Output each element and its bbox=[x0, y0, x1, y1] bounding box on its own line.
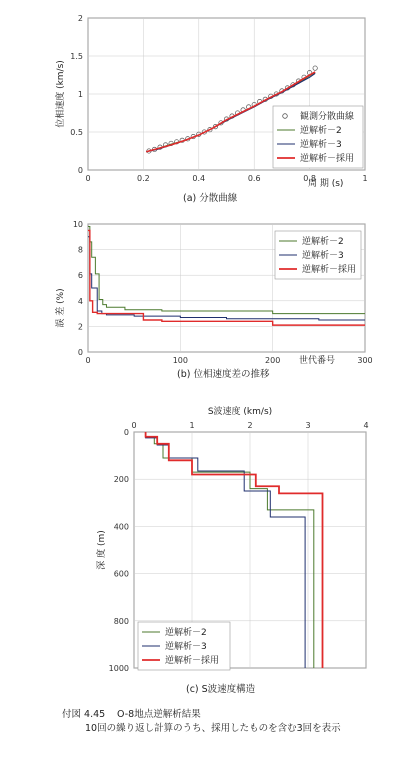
chart-c-legend-label-1: 逆解析－3 bbox=[165, 642, 207, 652]
chart-c-ytick-5: 1000 bbox=[108, 664, 129, 673]
chart-b-ytick-5: 10 bbox=[72, 220, 83, 229]
chart-c-xtick-2: 2 bbox=[247, 421, 253, 430]
chart-a-xtick-4: 0.8 bbox=[303, 174, 316, 183]
chart-b-ytick-2: 4 bbox=[77, 296, 83, 306]
chart-b-legend-label-2: 逆解析－採用 bbox=[302, 265, 357, 275]
chart-a-xtick-5: 1 bbox=[362, 174, 368, 183]
chart-b-ytick-0: 0 bbox=[77, 348, 83, 357]
chart-c-ytick-0: 0 bbox=[123, 428, 129, 437]
chart-b-xtick-2: 200 bbox=[265, 356, 281, 365]
chart-a-ytick-1: 0.5 bbox=[70, 128, 83, 137]
chart-c-caption: (c) S波速度構造 bbox=[186, 684, 256, 695]
chart-b-legend-label-0: 逆解析－2 bbox=[302, 237, 344, 247]
chart-a-xlabel: 周 期 (s) bbox=[308, 179, 344, 189]
chart-a-legend-label-0: 観測分散曲線 bbox=[300, 112, 355, 122]
chart-b-xtick-0: 0 bbox=[85, 356, 91, 365]
chart-b-legend-label-1: 逆解析－3 bbox=[302, 251, 344, 261]
chart-c-xtick-4: 4 bbox=[363, 421, 369, 430]
chart-c-xtick-0: 0 bbox=[131, 421, 137, 430]
chart-b-ytick-1: 2 bbox=[77, 322, 83, 332]
chart-a-legend-label-2: 逆解析－3 bbox=[300, 140, 342, 150]
chart-c-ytick-4: 800 bbox=[113, 616, 129, 626]
chart-a-xtick-1: 0.2 bbox=[137, 174, 150, 183]
chart-a-ytick-2: 1 bbox=[77, 90, 83, 99]
chart-a-ytick-0: 0 bbox=[77, 166, 83, 175]
chart-b-ylabel: 誤 差 (%) bbox=[56, 288, 66, 328]
chart-b-caption: (b) 位相速度差の推移 bbox=[177, 369, 270, 380]
chart-c-ytick-3: 600 bbox=[113, 569, 129, 579]
figure-label: 付図 4.45 bbox=[62, 709, 106, 720]
chart-c-xlabel: S波速度 (km/s) bbox=[207, 407, 273, 417]
chart-a-ytick-3: 1.5 bbox=[70, 52, 83, 61]
chart-a-caption: (a) 分散曲線 bbox=[183, 193, 238, 204]
chart-a-xtick-2: 0.4 bbox=[192, 174, 206, 183]
chart-c-xtick-1: 1 bbox=[189, 421, 195, 430]
chart-c-legend-label-0: 逆解析－2 bbox=[165, 628, 207, 638]
chart-a-legend-label-3: 逆解析－採用 bbox=[300, 154, 355, 164]
chart-c-ytick-1: 200 bbox=[113, 475, 129, 485]
chart-b-xlabel: 世代番号 bbox=[299, 356, 336, 366]
chart-b-xtick-3: 300 bbox=[357, 356, 373, 365]
chart-a-xtick-0: 0 bbox=[85, 174, 91, 183]
chart-c-legend-label-2: 逆解析－採用 bbox=[165, 656, 220, 666]
chart-a-legend-label-1: 逆解析－2 bbox=[300, 126, 342, 136]
figure-title: O-8地点逆解析結果 bbox=[117, 709, 201, 720]
chart-b-ytick-3: 6 bbox=[77, 271, 83, 281]
chart-b-ytick-4: 8 bbox=[77, 245, 83, 255]
chart-c-ylabel: 深 度 (m) bbox=[97, 530, 107, 570]
figure-note: 10回の繰り返し計算のうち、採用したものを含む3回を表示 bbox=[85, 723, 341, 734]
chart-a-observed-point-30 bbox=[313, 66, 317, 70]
chart-c-xtick-3: 3 bbox=[305, 421, 311, 430]
chart-a-ylabel: 位相速度 (km/s) bbox=[56, 60, 66, 128]
chart-b-xtick-1: 100 bbox=[172, 356, 188, 365]
chart-c-ytick-2: 400 bbox=[113, 522, 129, 532]
chart-a-xtick-3: 0.6 bbox=[247, 174, 261, 183]
chart-a-ytick-4: 2 bbox=[77, 14, 83, 23]
